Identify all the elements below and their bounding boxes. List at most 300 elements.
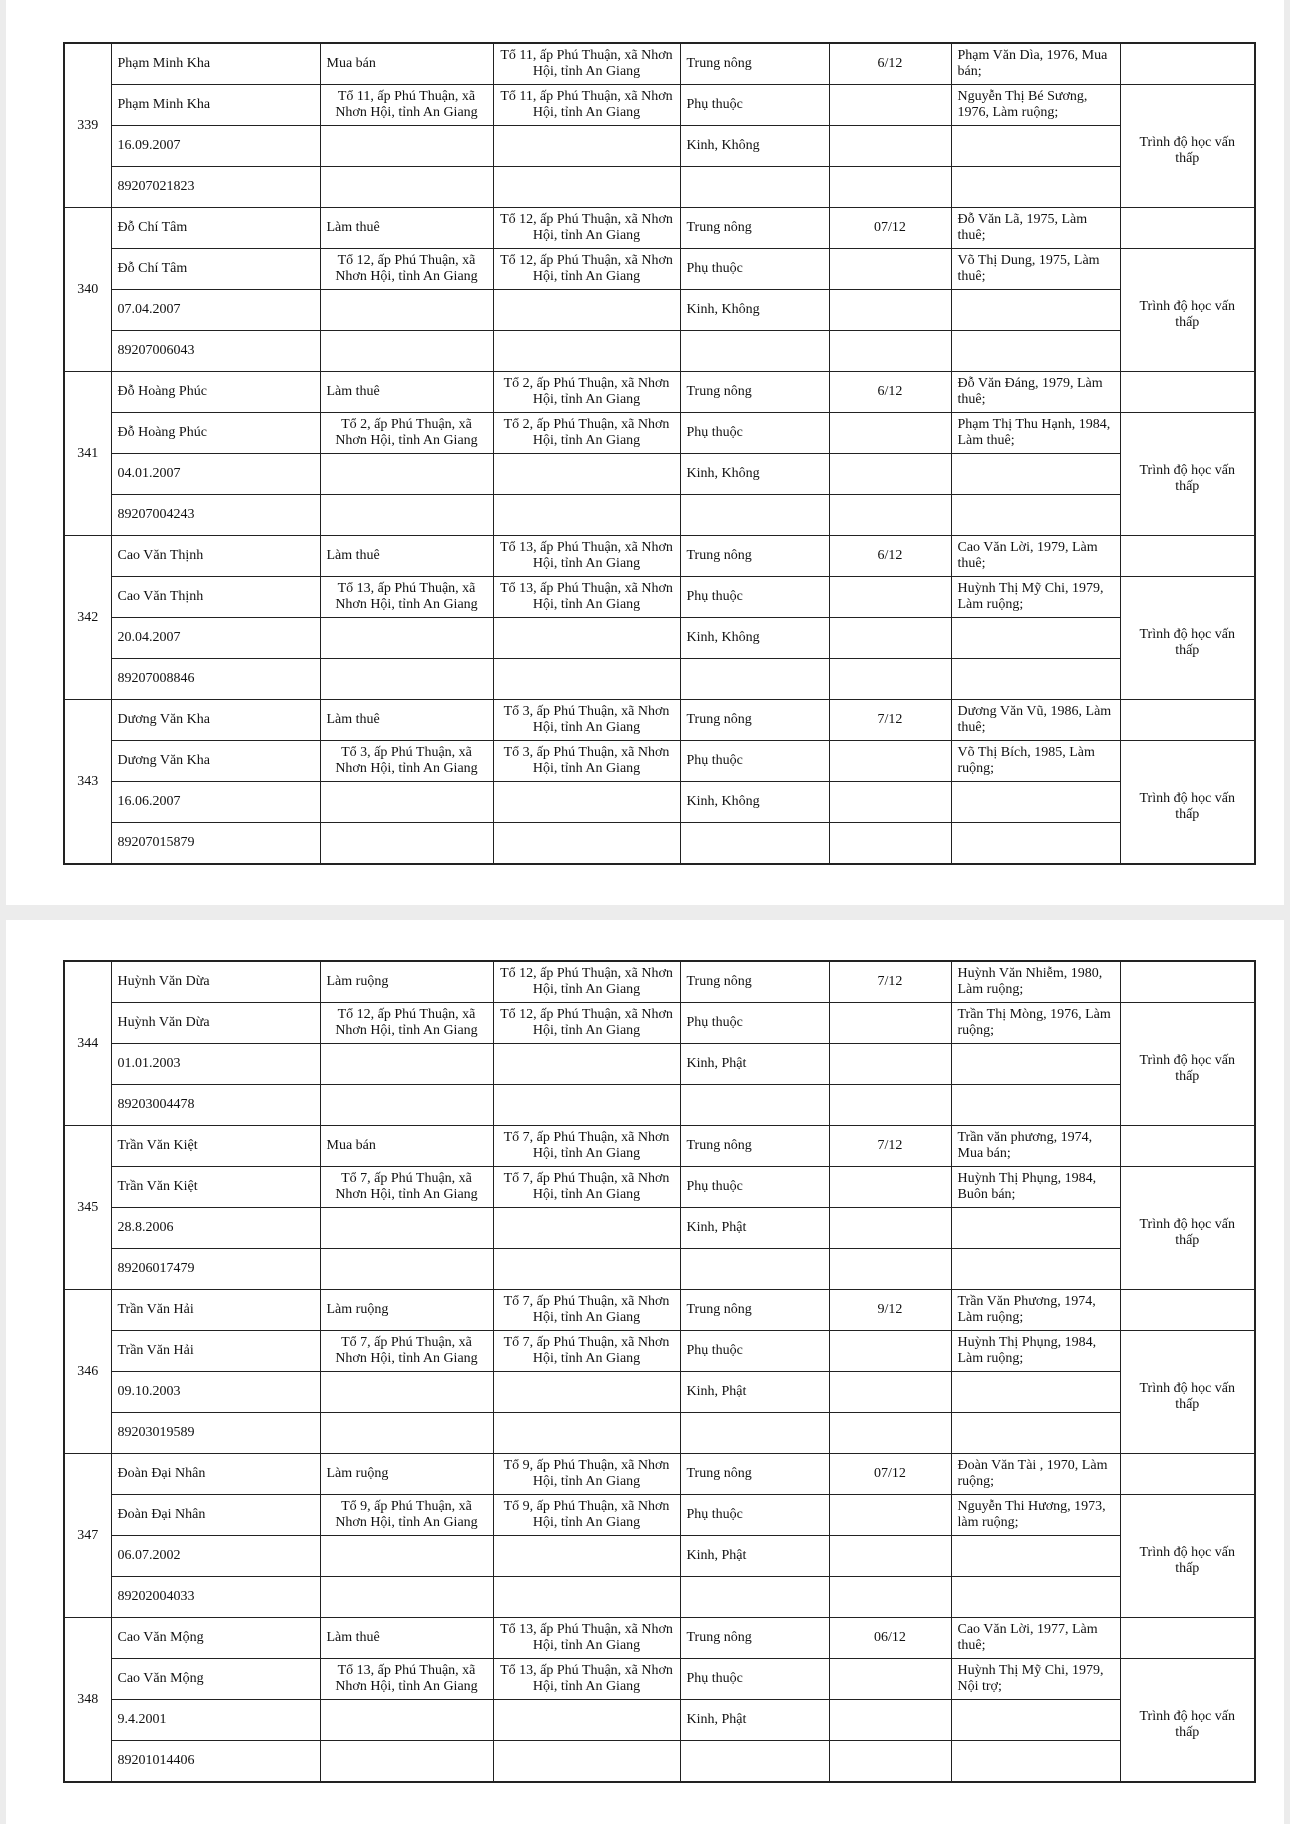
record-number: 348 <box>64 1618 111 1783</box>
empty-cell <box>493 454 680 495</box>
school-grade: 6/12 <box>829 43 951 85</box>
empty-cell <box>493 1741 680 1783</box>
id-number: 89207006043 <box>111 331 320 372</box>
date-of-birth: 07.04.2007 <box>111 290 320 331</box>
record-row <box>64 1208 1255 1249</box>
id-number: 89206017479 <box>111 1249 320 1290</box>
record-row <box>64 1454 1255 1495</box>
empty-cell <box>320 659 493 700</box>
mother-info: Võ Thị Dung, 1975, Làm thuê; <box>951 249 1120 290</box>
empty-cell <box>829 126 951 167</box>
school-grade: 6/12 <box>829 372 951 413</box>
record-row <box>64 1495 1255 1536</box>
grade-empty-cell <box>829 1331 951 1372</box>
education-note <box>1120 577 1255 700</box>
date-of-birth: 06.07.2002 <box>111 1536 320 1577</box>
address-temporary: Tổ 13, ấp Phú Thuận, xã Nhơn Hội, tỉnh An Giang <box>493 577 680 618</box>
education-note-text: Trình độ học vấn thấp <box>1139 1545 1236 1576</box>
record-row <box>64 577 1255 618</box>
empty-cell <box>829 1741 951 1783</box>
registry-table <box>63 960 1256 1783</box>
record-number: 344 <box>64 961 111 1126</box>
empty-cell <box>320 823 493 865</box>
empty-cell <box>320 1372 493 1413</box>
record-row <box>64 1741 1255 1783</box>
address-current: Tổ 7, ấp Phú Thuận, xã Nhơn Hội, tỉnh An Giang <box>493 1126 680 1167</box>
empty-cell <box>951 1700 1120 1741</box>
household-status: Phụ thuộc <box>680 85 829 126</box>
empty-cell <box>320 1577 493 1618</box>
record-number: 341 <box>64 372 111 536</box>
ethnicity-religion: Kinh, Phật <box>680 1372 829 1413</box>
record-row <box>64 961 1255 1003</box>
ethnicity-religion: Kinh, Phật <box>680 1208 829 1249</box>
record-row <box>64 167 1255 208</box>
empty-cell <box>951 290 1120 331</box>
occupation: Mua bán <box>320 1126 493 1167</box>
student-name: Huỳnh Văn Dừa <box>111 961 320 1003</box>
grade-empty-cell <box>829 413 951 454</box>
father-info: Dương Văn Vũ, 1986, Làm thuê; <box>951 700 1120 741</box>
student-name-repeat: Cao Văn Thịnh <box>111 577 320 618</box>
grade-empty-cell <box>829 1495 951 1536</box>
note-top-cell <box>1120 1618 1255 1659</box>
education-note-text: Trình độ học vấn thấp <box>1139 1381 1236 1412</box>
student-name: Dương Văn Kha <box>111 700 320 741</box>
id-number: 89207008846 <box>111 659 320 700</box>
ethnicity-religion: Kinh, Không <box>680 782 829 823</box>
id-number: 89202004033 <box>111 1577 320 1618</box>
address-permanent: Tổ 13, ấp Phú Thuận, xã Nhơn Hội, tỉnh An Giang <box>320 577 493 618</box>
empty-cell <box>829 454 951 495</box>
address-permanent: Tổ 9, ấp Phú Thuận, xã Nhơn Hội, tỉnh An Giang <box>320 1495 493 1536</box>
student-name: Đỗ Hoàng Phúc <box>111 372 320 413</box>
student-name: Đoàn Đại Nhân <box>111 1454 320 1495</box>
empty-cell <box>680 823 829 865</box>
address-current: Tổ 11, ấp Phú Thuận, xã Nhơn Hội, tỉnh An Giang <box>493 43 680 85</box>
father-info: Trần Văn Phương, 1974, Làm ruộng; <box>951 1290 1120 1331</box>
student-name-repeat: Dương Văn Kha <box>111 741 320 782</box>
empty-cell <box>680 1577 829 1618</box>
empty-cell <box>951 782 1120 823</box>
education-note-text: Trình độ học vấn thấp <box>1139 1053 1236 1084</box>
record-number: 345 <box>64 1126 111 1290</box>
date-of-birth: 04.01.2007 <box>111 454 320 495</box>
father-info: Cao Văn Lời, 1977, Làm thuê; <box>951 1618 1120 1659</box>
student-name: Trần Văn Kiệt <box>111 1126 320 1167</box>
occupation: Làm ruộng <box>320 961 493 1003</box>
empty-cell <box>493 1700 680 1741</box>
household-status: Phụ thuộc <box>680 249 829 290</box>
note-top-cell <box>1120 208 1255 249</box>
grade-empty-cell <box>829 249 951 290</box>
student-name-repeat: Đỗ Chí Tâm <box>111 249 320 290</box>
record-row <box>64 1003 1255 1044</box>
empty-cell <box>493 1085 680 1126</box>
empty-cell <box>493 167 680 208</box>
education-note <box>1120 741 1255 865</box>
empty-cell <box>320 495 493 536</box>
school-grade: 06/12 <box>829 1618 951 1659</box>
empty-cell <box>951 1208 1120 1249</box>
record-row <box>64 1659 1255 1700</box>
occupation: Làm thuê <box>320 1618 493 1659</box>
record-row <box>64 1290 1255 1331</box>
household-status: Phụ thuộc <box>680 577 829 618</box>
record-row <box>64 331 1255 372</box>
empty-cell <box>493 1044 680 1085</box>
empty-cell <box>320 1208 493 1249</box>
grade-empty-cell <box>829 1167 951 1208</box>
empty-cell <box>829 659 951 700</box>
empty-cell <box>829 1577 951 1618</box>
occupation: Làm thuê <box>320 372 493 413</box>
date-of-birth: 16.09.2007 <box>111 126 320 167</box>
address-permanent: Tổ 3, ấp Phú Thuận, xã Nhơn Hội, tỉnh An Giang <box>320 741 493 782</box>
empty-cell <box>951 1044 1120 1085</box>
empty-cell <box>951 1085 1120 1126</box>
empty-cell <box>320 290 493 331</box>
empty-cell <box>680 167 829 208</box>
education-note-text: Trình độ học vấn thấp <box>1139 1217 1236 1248</box>
record-row <box>64 823 1255 865</box>
grade-empty-cell <box>829 85 951 126</box>
scan-page-2 <box>6 920 1284 1824</box>
empty-cell <box>320 454 493 495</box>
address-permanent: Tổ 12, ấp Phú Thuận, xã Nhơn Hội, tỉnh An Giang <box>320 249 493 290</box>
student-name: Cao Văn Mộng <box>111 1618 320 1659</box>
record-row <box>64 372 1255 413</box>
ethnicity-religion: Kinh, Phật <box>680 1536 829 1577</box>
education-note <box>1120 1659 1255 1783</box>
father-info: Đỗ Văn Đáng, 1979, Làm thuê; <box>951 372 1120 413</box>
household-status: Phụ thuộc <box>680 413 829 454</box>
empty-cell <box>320 1413 493 1454</box>
empty-cell <box>493 290 680 331</box>
empty-cell <box>829 1536 951 1577</box>
record-number: 346 <box>64 1290 111 1454</box>
note-top-cell <box>1120 1126 1255 1167</box>
record-row <box>64 618 1255 659</box>
school-grade: 7/12 <box>829 700 951 741</box>
address-current: Tổ 13, ấp Phú Thuận, xã Nhơn Hội, tỉnh An Giang <box>493 536 680 577</box>
economic-class: Trung nông <box>680 700 829 741</box>
registry-table <box>63 42 1256 865</box>
education-note-text: Trình độ học vấn thấp <box>1139 135 1236 166</box>
ethnicity-religion: Kinh, Không <box>680 126 829 167</box>
occupation: Làm ruộng <box>320 1290 493 1331</box>
economic-class: Trung nông <box>680 1126 829 1167</box>
record-number: 342 <box>64 536 111 700</box>
empty-cell <box>320 1044 493 1085</box>
address-current: Tổ 12, ấp Phú Thuận, xã Nhơn Hội, tỉnh An Giang <box>493 208 680 249</box>
record-row <box>64 700 1255 741</box>
empty-cell <box>320 618 493 659</box>
empty-cell <box>493 823 680 865</box>
record-row <box>64 126 1255 167</box>
grade-empty-cell <box>829 577 951 618</box>
scan-page-1 <box>6 0 1284 905</box>
school-grade: 9/12 <box>829 1290 951 1331</box>
empty-cell <box>951 495 1120 536</box>
student-name-repeat: Trần Văn Hải <box>111 1331 320 1372</box>
household-status: Phụ thuộc <box>680 1167 829 1208</box>
empty-cell <box>951 659 1120 700</box>
record-row <box>64 1618 1255 1659</box>
empty-cell <box>680 495 829 536</box>
ethnicity-religion: Kinh, Không <box>680 618 829 659</box>
empty-cell <box>493 618 680 659</box>
empty-cell <box>829 1085 951 1126</box>
ethnicity-religion: Kinh, Không <box>680 454 829 495</box>
education-note <box>1120 413 1255 536</box>
date-of-birth: 01.01.2003 <box>111 1044 320 1085</box>
address-temporary: Tổ 12, ấp Phú Thuận, xã Nhơn Hội, tỉnh An Giang <box>493 249 680 290</box>
address-current: Tổ 2, ấp Phú Thuận, xã Nhơn Hội, tỉnh An Giang <box>493 372 680 413</box>
id-number: 89203019589 <box>111 1413 320 1454</box>
address-temporary: Tổ 7, ấp Phú Thuận, xã Nhơn Hội, tỉnh An Giang <box>493 1167 680 1208</box>
father-info: Huỳnh Văn Nhiễm, 1980, Làm ruộng; <box>951 961 1120 1003</box>
empty-cell <box>829 823 951 865</box>
economic-class: Trung nông <box>680 372 829 413</box>
id-number: 89201014406 <box>111 1741 320 1783</box>
date-of-birth: 9.4.2001 <box>111 1700 320 1741</box>
empty-cell <box>951 1536 1120 1577</box>
ethnicity-religion: Kinh, Phật <box>680 1044 829 1085</box>
record-number: 340 <box>64 208 111 372</box>
record-row <box>64 1249 1255 1290</box>
record-number: 339 <box>64 43 111 208</box>
student-name: Trần Văn Hải <box>111 1290 320 1331</box>
education-note <box>1120 1495 1255 1618</box>
economic-class: Trung nông <box>680 961 829 1003</box>
record-row <box>64 1044 1255 1085</box>
ethnicity-religion: Kinh, Phật <box>680 1700 829 1741</box>
empty-cell <box>320 331 493 372</box>
education-note <box>1120 1167 1255 1290</box>
empty-cell <box>829 1372 951 1413</box>
school-grade: 6/12 <box>829 536 951 577</box>
empty-cell <box>680 331 829 372</box>
empty-cell <box>829 1249 951 1290</box>
note-top-cell <box>1120 1454 1255 1495</box>
economic-class: Trung nông <box>680 43 829 85</box>
student-name-repeat: Đỗ Hoàng Phúc <box>111 413 320 454</box>
empty-cell <box>951 167 1120 208</box>
empty-cell <box>951 126 1120 167</box>
address-temporary: Tổ 2, ấp Phú Thuận, xã Nhơn Hội, tỉnh An Giang <box>493 413 680 454</box>
record-row <box>64 536 1255 577</box>
record-row <box>64 413 1255 454</box>
economic-class: Trung nông <box>680 536 829 577</box>
address-temporary: Tổ 13, ấp Phú Thuận, xã Nhơn Hội, tỉnh An Giang <box>493 1659 680 1700</box>
empty-cell <box>829 167 951 208</box>
empty-cell <box>829 618 951 659</box>
empty-cell <box>320 126 493 167</box>
empty-cell <box>829 1208 951 1249</box>
student-name-repeat: Đoàn Đại Nhân <box>111 1495 320 1536</box>
empty-cell <box>493 1249 680 1290</box>
address-current: Tổ 12, ấp Phú Thuận, xã Nhơn Hội, tỉnh An Giang <box>493 961 680 1003</box>
ethnicity-religion: Kinh, Không <box>680 290 829 331</box>
student-name: Đỗ Chí Tâm <box>111 208 320 249</box>
economic-class: Trung nông <box>680 208 829 249</box>
address-permanent: Tổ 7, ấp Phú Thuận, xã Nhơn Hội, tỉnh An Giang <box>320 1167 493 1208</box>
record-row <box>64 1700 1255 1741</box>
record-number: 343 <box>64 700 111 865</box>
empty-cell <box>680 659 829 700</box>
mother-info: Huỳnh Thị Mỹ Chi, 1979, Nội trợ; <box>951 1659 1120 1700</box>
empty-cell <box>680 1741 829 1783</box>
address-current: Tổ 13, ấp Phú Thuận, xã Nhơn Hội, tỉnh An Giang <box>493 1618 680 1659</box>
record-row <box>64 1331 1255 1372</box>
empty-cell <box>680 1085 829 1126</box>
empty-cell <box>320 1249 493 1290</box>
school-grade: 07/12 <box>829 1454 951 1495</box>
education-note <box>1120 249 1255 372</box>
empty-cell <box>680 1249 829 1290</box>
empty-cell <box>951 1249 1120 1290</box>
address-temporary: Tổ 11, ấp Phú Thuận, xã Nhơn Hội, tỉnh An Giang <box>493 85 680 126</box>
mother-info: Nguyễn Thị Bé Sương, 1976, Làm ruộng; <box>951 85 1120 126</box>
record-row <box>64 1413 1255 1454</box>
father-info: Phạm Văn Dìa, 1976, Mua bán; <box>951 43 1120 85</box>
id-number: 89203004478 <box>111 1085 320 1126</box>
empty-cell <box>951 1372 1120 1413</box>
empty-cell <box>951 618 1120 659</box>
address-temporary: Tổ 7, ấp Phú Thuận, xã Nhơn Hội, tỉnh An Giang <box>493 1331 680 1372</box>
record-row <box>64 454 1255 495</box>
empty-cell <box>493 1577 680 1618</box>
economic-class: Trung nông <box>680 1618 829 1659</box>
date-of-birth: 09.10.2003 <box>111 1372 320 1413</box>
address-permanent: Tổ 2, ấp Phú Thuận, xã Nhơn Hội, tỉnh An Giang <box>320 413 493 454</box>
empty-cell <box>320 1741 493 1783</box>
education-note-text: Trình độ học vấn thấp <box>1139 791 1236 822</box>
education-note-text: Trình độ học vấn thấp <box>1139 627 1236 658</box>
id-number: 89207021823 <box>111 167 320 208</box>
record-row <box>64 208 1255 249</box>
empty-cell <box>493 1208 680 1249</box>
record-row <box>64 249 1255 290</box>
address-temporary: Tổ 9, ấp Phú Thuận, xã Nhơn Hội, tỉnh An Giang <box>493 1495 680 1536</box>
empty-cell <box>829 782 951 823</box>
record-row <box>64 1372 1255 1413</box>
occupation: Mua bán <box>320 43 493 85</box>
occupation: Làm thuê <box>320 208 493 249</box>
address-temporary: Tổ 12, ấp Phú Thuận, xã Nhơn Hội, tỉnh An Giang <box>493 1003 680 1044</box>
record-row <box>64 1167 1255 1208</box>
empty-cell <box>829 1044 951 1085</box>
mother-info: Võ Thị Bích, 1985, Làm ruộng; <box>951 741 1120 782</box>
mother-info: Huỳnh Thị Phụng, 1984, Làm ruộng; <box>951 1331 1120 1372</box>
note-top-cell <box>1120 536 1255 577</box>
record-row <box>64 495 1255 536</box>
record-row <box>64 782 1255 823</box>
record-row <box>64 1536 1255 1577</box>
education-note <box>1120 1003 1255 1126</box>
date-of-birth: 20.04.2007 <box>111 618 320 659</box>
empty-cell <box>493 331 680 372</box>
empty-cell <box>320 1536 493 1577</box>
empty-cell <box>829 1700 951 1741</box>
student-name-repeat: Huỳnh Văn Dừa <box>111 1003 320 1044</box>
household-status: Phụ thuộc <box>680 1331 829 1372</box>
household-status: Phụ thuộc <box>680 1659 829 1700</box>
address-temporary: Tổ 3, ấp Phú Thuận, xã Nhơn Hội, tỉnh An Giang <box>493 741 680 782</box>
record-row <box>64 85 1255 126</box>
empty-cell <box>493 1536 680 1577</box>
household-status: Phụ thuộc <box>680 1495 829 1536</box>
empty-cell <box>829 495 951 536</box>
school-grade: 7/12 <box>829 961 951 1003</box>
empty-cell <box>493 1372 680 1413</box>
father-info: Trần văn phương, 1974, Mua bán; <box>951 1126 1120 1167</box>
empty-cell <box>829 1413 951 1454</box>
empty-cell <box>320 167 493 208</box>
empty-cell <box>829 331 951 372</box>
empty-cell <box>493 1413 680 1454</box>
education-note <box>1120 85 1255 208</box>
education-note-text: Trình độ học vấn thấp <box>1139 299 1236 330</box>
education-note <box>1120 1331 1255 1454</box>
note-top-cell <box>1120 43 1255 85</box>
record-row <box>64 741 1255 782</box>
address-permanent: Tổ 11, ấp Phú Thuận, xã Nhơn Hội, tỉnh An Giang <box>320 85 493 126</box>
school-grade: 07/12 <box>829 208 951 249</box>
empty-cell <box>951 823 1120 865</box>
address-current: Tổ 3, ấp Phú Thuận, xã Nhơn Hội, tỉnh An Giang <box>493 700 680 741</box>
note-top-cell <box>1120 1290 1255 1331</box>
empty-cell <box>320 1700 493 1741</box>
empty-cell <box>829 290 951 331</box>
occupation: Làm thuê <box>320 700 493 741</box>
economic-class: Trung nông <box>680 1454 829 1495</box>
empty-cell <box>951 331 1120 372</box>
empty-cell <box>493 126 680 167</box>
student-name-repeat: Trần Văn Kiệt <box>111 1167 320 1208</box>
address-permanent: Tổ 13, ấp Phú Thuận, xã Nhơn Hội, tỉnh An Giang <box>320 1659 493 1700</box>
date-of-birth: 16.06.2007 <box>111 782 320 823</box>
occupation: Làm ruộng <box>320 1454 493 1495</box>
father-info: Đỗ Văn Lã, 1975, Làm thuê; <box>951 208 1120 249</box>
education-note-text: Trình độ học vấn thấp <box>1139 1709 1236 1740</box>
education-note-text: Trình độ học vấn thấp <box>1139 463 1236 494</box>
mother-info: Nguyễn Thi Hương, 1973, làm ruộng; <box>951 1495 1120 1536</box>
record-number: 347 <box>64 1454 111 1618</box>
household-status: Phụ thuộc <box>680 1003 829 1044</box>
mother-info: Huỳnh Thị Mỹ Chi, 1979, Làm ruộng; <box>951 577 1120 618</box>
id-number: 89207015879 <box>111 823 320 865</box>
record-row <box>64 1126 1255 1167</box>
grade-empty-cell <box>829 741 951 782</box>
note-top-cell <box>1120 372 1255 413</box>
address-permanent: Tổ 12, ấp Phú Thuận, xã Nhơn Hội, tỉnh An Giang <box>320 1003 493 1044</box>
school-grade: 7/12 <box>829 1126 951 1167</box>
student-name: Cao Văn Thịnh <box>111 536 320 577</box>
grade-empty-cell <box>829 1003 951 1044</box>
father-info: Đoàn Văn Tài , 1970, Làm ruộng; <box>951 1454 1120 1495</box>
empty-cell <box>320 1085 493 1126</box>
empty-cell <box>493 782 680 823</box>
empty-cell <box>951 1413 1120 1454</box>
address-permanent: Tổ 7, ấp Phú Thuận, xã Nhơn Hội, tỉnh An Giang <box>320 1331 493 1372</box>
empty-cell <box>493 495 680 536</box>
student-name: Phạm Minh Kha <box>111 43 320 85</box>
mother-info: Trần Thị Mòng, 1976, Làm ruộng; <box>951 1003 1120 1044</box>
record-row <box>64 1085 1255 1126</box>
address-current: Tổ 9, ấp Phú Thuận, xã Nhơn Hội, tỉnh An Giang <box>493 1454 680 1495</box>
